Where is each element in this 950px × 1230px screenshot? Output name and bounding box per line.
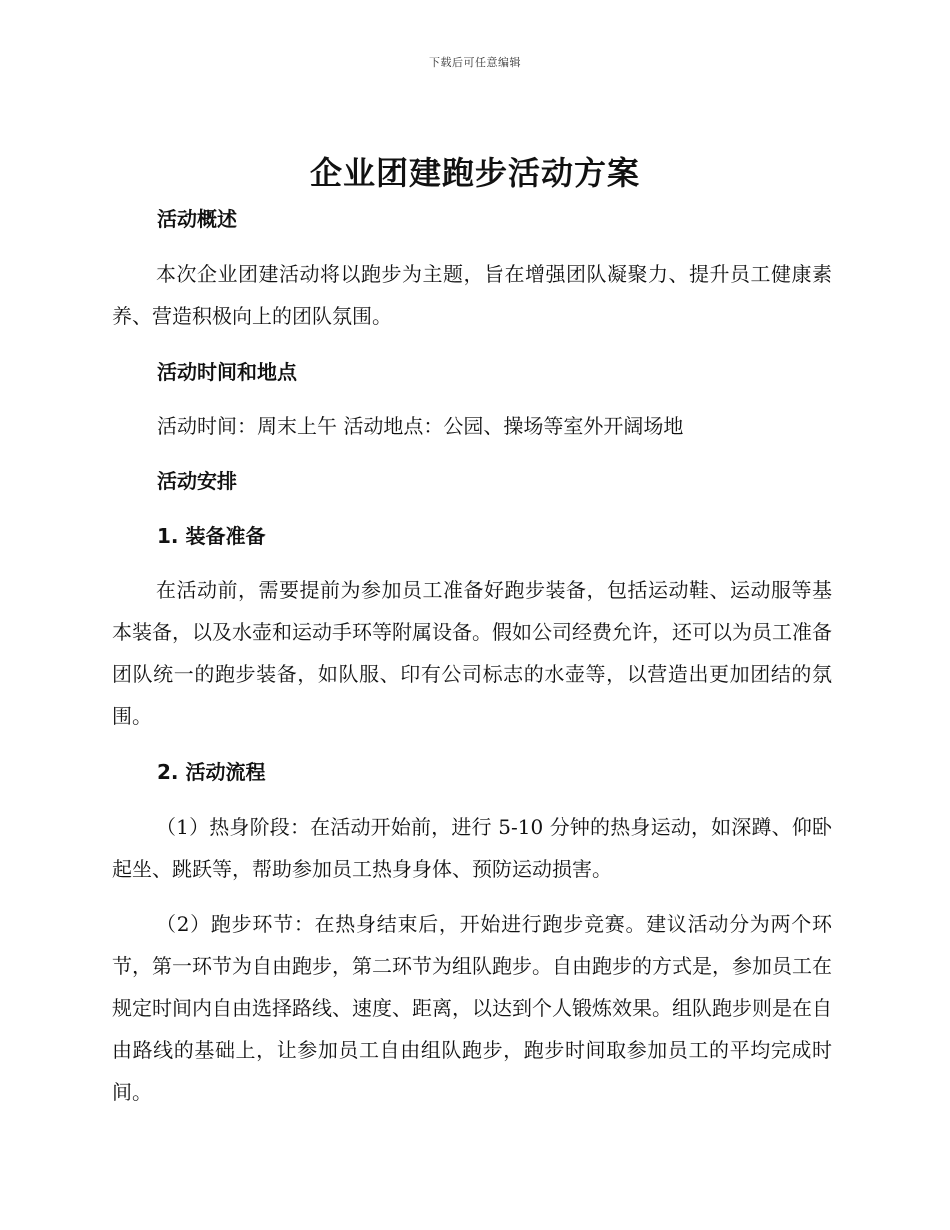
equipment-heading: 1. 装备准备 [157, 524, 266, 548]
running-paragraph: （2）跑步环节：在热身结束后，开始进行跑步竞赛。建议活动分为两个环节，第一环节为自由跑步，第二环节为组队跑步。自由跑步的方式是，参加员工在规定时间内自由选择路线、速度、距离，以达到个人锻炼效果。组队跑步则是在自由路线的基础上，让参加员工自由组队跑步，跑步时间取参加员工的平均完成时间。 [112, 912, 832, 1104]
time-place-heading: 活动时间和地点 [157, 360, 297, 384]
time-place-paragraph: 活动时间：周末上午 活动地点：公园、操场等室外开阔场地 [157, 414, 684, 438]
header-note: 下载后可任意编辑 [429, 56, 521, 69]
document-title: 企业团建跑步活动方案 [309, 154, 640, 192]
arrangement-heading: 活动安排 [157, 469, 237, 493]
overview-heading: 活动概述 [157, 207, 237, 231]
warmup-paragraph: （1）热身阶段：在活动开始前，进行 5-10 分钟的热身运动，如深蹲、仰卧起坐、跳跃等，帮助参加员工热身身体、预防运动损害。 [112, 815, 832, 881]
overview-paragraph: 本次企业团建活动将以跑步为主题，旨在增强团队凝聚力、提升员工健康素养、营造积极向上的团队氛围。 [112, 262, 832, 328]
process-heading: 2. 活动流程 [157, 760, 266, 784]
equipment-paragraph: 在活动前，需要提前为参加员工准备好跑步装备，包括运动鞋、运动服等基本装备，以及水壶和运动手环等附属设备。假如公司经费允许，还可以为员工准备团队统一的跑步装备，如队服、印有公司标志的水壶等，以营造出更加团结的氛围。 [112, 578, 832, 728]
